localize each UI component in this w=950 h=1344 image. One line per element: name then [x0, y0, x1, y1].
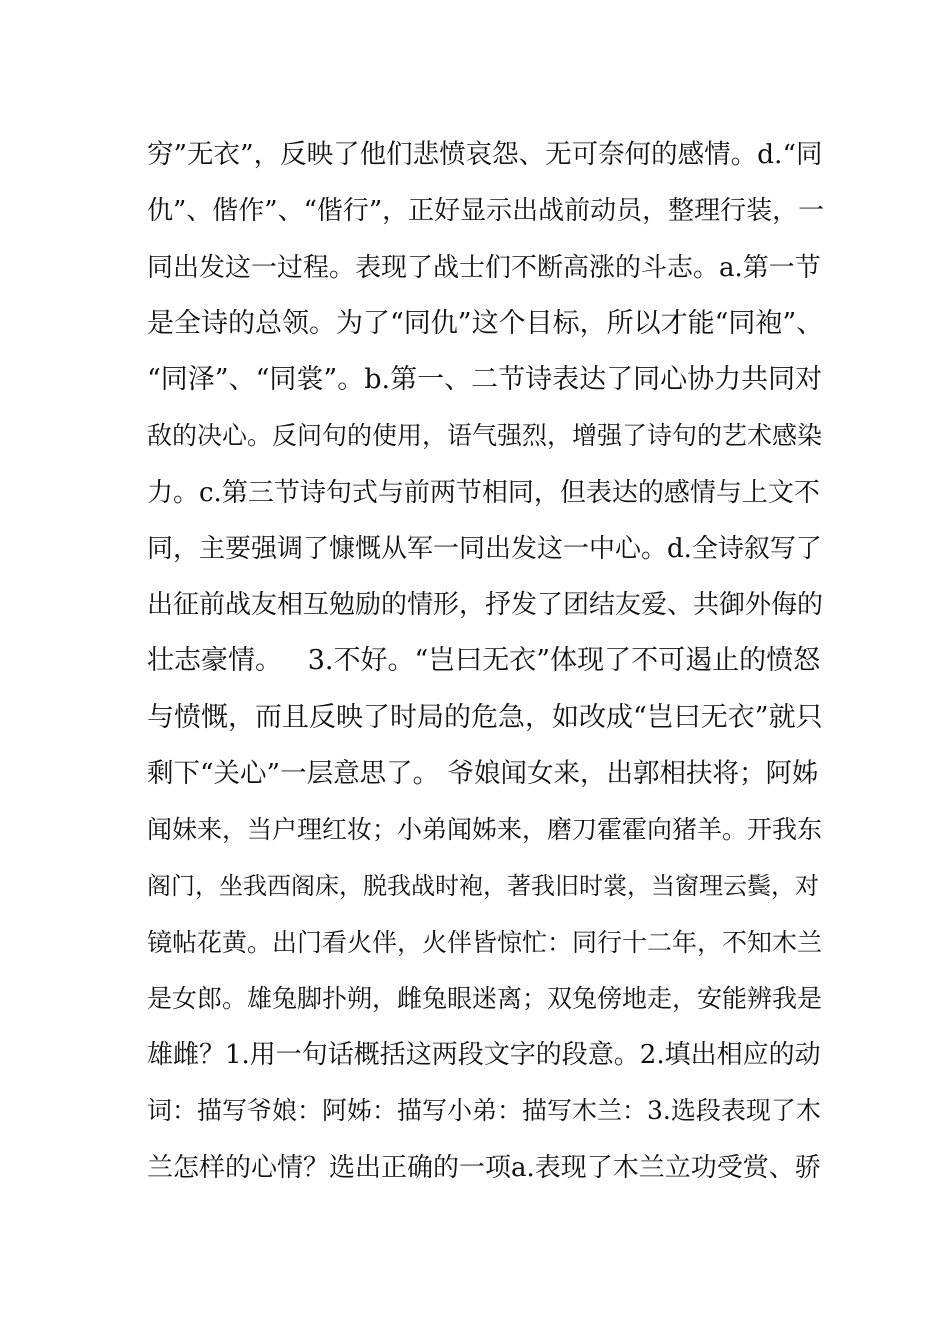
text-line: 壮志豪情。 3.不好。“岂曰无衣”体现了不可遏止的愤怒	[147, 645, 821, 677]
text-line: 敌的决心。反问句的使用，语气强烈，增强了诗句的艺术感染	[147, 421, 823, 451]
text-line: 词：描写爷娘：阿姊：描写小弟：描写木兰：3.选段表现了木	[147, 1096, 821, 1126]
text-line: 雄雌？1.用一句话概括这两段文字的段意。2.填出相应的动	[147, 1040, 821, 1070]
text-line: 是全诗的总领。为了“同仇”这个目标，所以才能“同袍”、	[147, 307, 824, 339]
text-line: 是女郎。雄兔脚扑朔，雌兔眼迷离；双兔傍地走，安能辨我是	[147, 983, 823, 1013]
text-line: 剩下“关心”一层意思了。 爷娘闻女来，出郭相扶将；阿姊	[147, 757, 819, 789]
text-line: 同出发这一过程。表现了战士们不断高涨的斗志。a.第一节	[147, 252, 821, 283]
text-line: 兰怎样的心情？选出正确的一项a.表现了木兰立功受赏、骄	[147, 1152, 821, 1183]
text-line: 同，主要强调了慷慨从军一同出发这一中心。d.全诗叙写了	[147, 533, 822, 564]
text-line: 与愤慨，而且反映了时局的危急，如改成“岂曰无衣”就只	[147, 701, 823, 733]
text-line: “同泽”、“同裳”。b.第一、二节诗表达了同心协力共同对	[147, 364, 823, 395]
text-line: 闻妹来，当户理红妆；小弟闻姊来，磨刀霍霍向猪羊。开我东	[147, 815, 823, 844]
text-line: 镜帖花黄。出门看火伴，火伴皆惊忙：同行十二年，不知木兰	[147, 927, 823, 957]
text-line: 力。c.第三节诗句式与前两节相同，但表达的感情与上文不	[147, 477, 820, 508]
text-line: 穷”无衣”，反映了他们悲愤哀怨、无可奈何的感情。d.“同	[147, 139, 823, 170]
body-text	[147, 127, 827, 1196]
text-line: 出征前战友相互勉励的情形，抒发了团结友爱、共御外侮的	[147, 590, 824, 620]
text-line: 阁门，坐我西阁床，脱我战时袍，著我旧时裳，当窗理云鬓，对	[147, 872, 819, 901]
text-line: 仇”、偕作”、“偕行”，正好显示出战前动员，整理行装，一	[147, 196, 825, 227]
